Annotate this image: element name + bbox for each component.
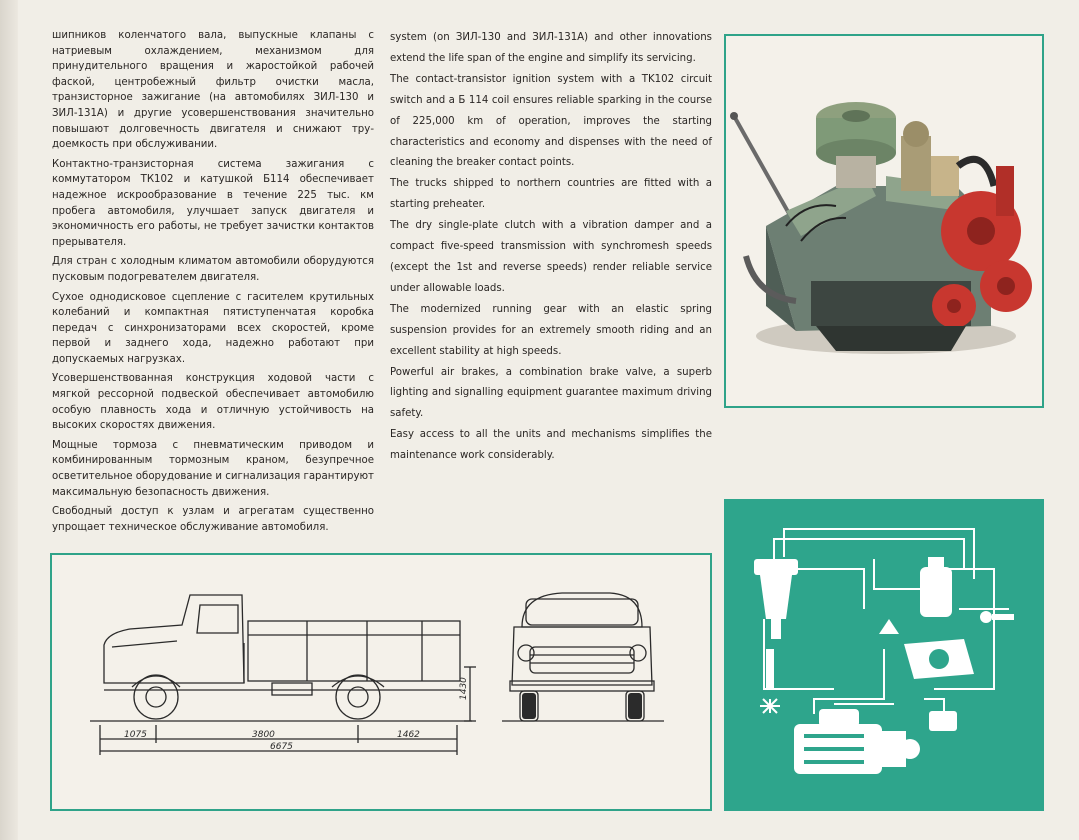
en-paragraph: Easy access to all the units and mechanisms simplifies the maintenance work considerably. — [390, 429, 712, 462]
en-paragraph: system (on ЗИЛ-130 and ЗИЛ-131А) and other innovations extend the life span of the engine and simplify its servicing. — [390, 32, 712, 64]
ignition-schematic-svg — [724, 499, 1044, 811]
dimension-wheelbase: 3800 — [252, 730, 275, 740]
ignition-schematic-panel — [724, 499, 1044, 811]
en-paragraph: The dry single-plate clutch with a vibration damper and a compact five-speed transmission with synchromesh speeds (except the 1st and reverse speeds) render reliable service under allowable loads. — [390, 220, 712, 294]
dimension-rear-overhang: 1462 — [397, 730, 420, 740]
russian-text-column — [52, 28, 374, 539]
dimension-height: 1430 — [459, 677, 469, 700]
engine-photo-frame — [724, 34, 1044, 408]
en-paragraph: The modernized running gear with an elastic spring suspension provides for an extremely smooth riding and an excellent stability at high speeds. — [390, 303, 712, 357]
ru-paragraph: шипников коленчатого вала, выпускные клапаны с натриевым охлаждением, механизмом для принудительного вращения и жаростойкой рабочей фаской, центробежный фильтр очистки масла, транзисторное зажигание (на автомобилях ЗИЛ-130 и ЗИЛ-131А) и другие усовершенствования значительно повышают долговечность двигателя и снижают трудоемкость при обслуживании. — [52, 30, 374, 151]
truck-dimension-drawing — [50, 553, 712, 811]
ru-paragraph: Для стран с холодным климатом автомобили оборудуются пусковым подогревателем двигателя. — [52, 256, 374, 283]
en-paragraph: The trucks shipped to northern countries are fitted with a starting preheater. — [390, 178, 712, 211]
en-paragraph: The contact-transistor ignition system with a TK102 circuit switch and a Б 114 coil ensures reliable sparking in the course of 225,000 km of operation, improves the starting characteristics and economy and dispenses with the need of cleaning the breaker contact points. — [390, 73, 712, 169]
truck-drawing-svg — [52, 555, 710, 809]
en-paragraph: Powerful air brakes, a combination brake valve, a superb lighting and signalling equipment guarantee maximum driving safety. — [390, 366, 712, 420]
ru-paragraph: Сухое однодисковое сцепление с гасителем крутильных колебаний и компактная пятиступенчатая коробка передач с синхронизаторами всех скоростей, кроме первой и заднего хода, надежно работают при допускаемых нагрузках. — [52, 291, 374, 365]
engine-illustration — [726, 36, 1042, 406]
page-gutter — [0, 0, 18, 840]
ru-paragraph: Усовершенствованная конструкция ходовой части с мягкой рессорной подвеской обеспечивает автомобилю особую плавность хода и отличную устойчивость на высоких скоростях движения. — [52, 373, 374, 432]
ru-paragraph: Мощные тормоза с пневматическим приводом и комбинированным тормозным краном, безупречное осветительное оборудование и сигнализация гарантируют максимальную безопасность движения. — [52, 439, 374, 498]
ru-paragraph: Контактно-транзисторная система зажигания с коммутатором ТК102 и катушкой Б114 обеспечивает надежное искрообразование в течение 225 тыс. км пробега автомобиля, улучшает запуск двигателя и экономичность его работы, не требует зачистки контактов прерывателя. — [52, 158, 374, 248]
dimension-overall-length: 6675 — [270, 742, 293, 752]
english-text-column — [390, 28, 712, 467]
dimension-front-overhang: 1075 — [124, 730, 147, 740]
ru-paragraph: Свободный доступ к узлам и агрегатам существенно упрощает техническое обслуживание автомобиля. — [52, 506, 374, 533]
